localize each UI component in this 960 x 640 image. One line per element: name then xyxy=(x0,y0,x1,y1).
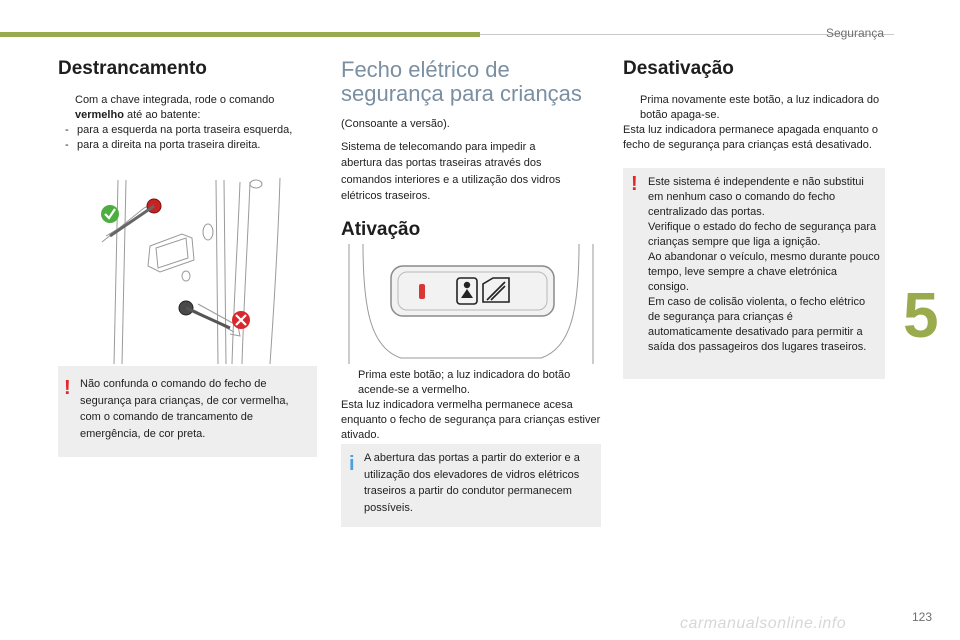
activation-instructions xyxy=(341,368,605,443)
header-accent-bar xyxy=(0,32,480,37)
column-electric-child-lock xyxy=(341,58,603,241)
warning-line: Ao abandonar o veículo, mesmo durante pouco tempo, leve sempre a chave eletrónica consigo. xyxy=(648,251,880,293)
warning-icon: ! xyxy=(64,377,71,399)
bullet-icon xyxy=(58,93,75,123)
warning-line: Verifique o estado do fecho de segurança para crianças sempre que liga a ignição. xyxy=(648,221,877,248)
unlocking-instruction xyxy=(58,93,318,123)
deactivation-title: Desativação xyxy=(623,58,734,79)
footer-watermark: carmanualsonline.info xyxy=(680,615,847,632)
red-led-indicator xyxy=(419,284,425,299)
warning-icon: ! xyxy=(631,173,638,195)
info-text: A abertura das portas a partir do exterior e a utilização dos elevadores de vidros elétricos traseiros a partir do condutor permanecem possíveis. xyxy=(364,452,580,514)
page-number: 123 xyxy=(911,610,932,624)
intro-prefix: Com a chave integrada, rode o comando xyxy=(75,94,275,106)
door-lock-illustration xyxy=(100,176,320,364)
bullet-icon xyxy=(623,93,640,123)
check-icon xyxy=(101,205,119,223)
activation-title: Ativação xyxy=(341,218,421,240)
deactivation-followup: Esta luz indicadora permanece apagada enquanto o fecho de segurança para crianças está desativado. xyxy=(623,124,879,151)
child-lock-switch-illustration xyxy=(341,240,603,364)
version-note: (Consoante a versão). xyxy=(341,118,450,130)
warning-box-right xyxy=(623,168,885,379)
child-lock-title: Fecho elétrico de segurança para crianças xyxy=(341,57,582,106)
list-item: - para a esquerda na porta traseira esquerda, xyxy=(65,124,293,136)
deactivation-step: Prima novamente este botão, a luz indicadora do botão apaga-se. xyxy=(640,94,880,121)
intro-bold: vermelho xyxy=(75,109,124,121)
emergency-lock-black xyxy=(179,301,230,328)
warning-line: Este sistema é independente e não substitui em nenhum caso o comando do fecho centralizado das portas. xyxy=(648,176,864,218)
system-description: Sistema de telecomando para impedir a abertura das portas traseiras através dos comandos interiores e a utilização dos vidros elétricos traseiros. xyxy=(341,140,561,202)
intro-suffix: até ao batente: xyxy=(123,109,201,121)
list-item: - para a direita na porta traseira direita. xyxy=(65,139,261,151)
warning-box-left xyxy=(58,366,317,457)
bullet-icon xyxy=(341,368,358,398)
info-icon: i xyxy=(349,453,355,475)
column-deactivation xyxy=(623,58,885,153)
warning-text: Não confunda o comando do fecho de segurança para crianças, de cor vermelha, com o comando de trancamento de emergência, de cor preta. xyxy=(80,378,289,440)
section-title: Segurança xyxy=(825,26,884,40)
activation-followup: Esta luz indicadora vermelha permanece acesa enquanto o fecho de segurança para crianças estiver ativado. xyxy=(341,399,601,441)
column-unlocking xyxy=(58,58,318,153)
info-box-middle xyxy=(341,444,601,527)
warning-line: Em caso de colisão violenta, o fecho elétrico de segurança para crianças é automaticamente desativado para permitir a saída dos passageiros dos lugares traseiros. xyxy=(648,296,867,353)
activation-step: Prima este botão; a luz indicadora do botão acende-se a vermelho. xyxy=(358,369,571,396)
cross-icon xyxy=(232,311,250,329)
chapter-number: 5 xyxy=(903,279,939,351)
unlocking-title: Destrancamento xyxy=(58,58,207,79)
